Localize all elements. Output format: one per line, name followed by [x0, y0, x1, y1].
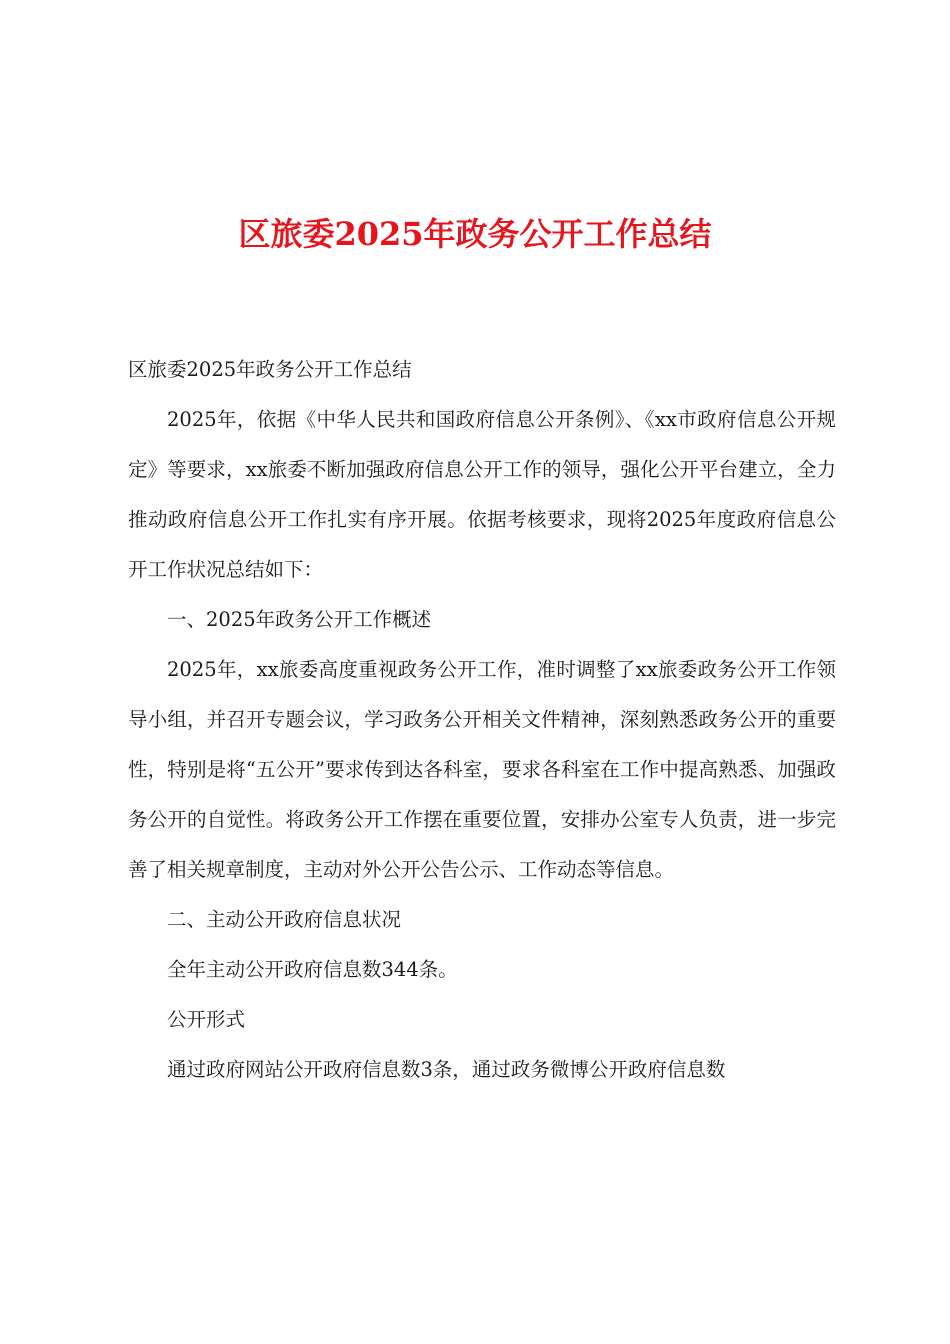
paragraph-intro: 2025年，依据《中华人民共和国政府信息公开条例》、《xx市政府信息公开规定》等要求，xx旅委不断加强政府信息公开工作的领导，强化公开平台建立，全力推动政府信息公开工作扎实有序开展。依据考核要求，现将2025年度政府信息公开工作状况总结如下：: [128, 408, 836, 581]
paragraph-heading-repeat: 区旅委2025年政务公开工作总结: [128, 358, 412, 381]
document-body: [128, 345, 836, 1095]
section-heading-active-disclosure: 二、主动公开政府信息状况: [167, 908, 402, 931]
document-title: 区旅委2025年政务公开工作总结: [238, 215, 712, 253]
subheading-disclosure-form: 公开形式: [167, 1008, 246, 1031]
paragraph-disclosure-channels: 通过政府网站公开政府信息数3条，通过政务微博公开政府信息数: [167, 1058, 726, 1081]
paragraph-disclosure-count: 全年主动公开政府信息数344条。: [167, 958, 458, 981]
section-heading-overview: 一、2025年政务公开工作概述: [167, 608, 432, 631]
paragraph-overview: 2025年，xx旅委高度重视政务公开工作，准时调整了xx旅委政务公开工作领导小组，并召开专题会议，学习政务公开相关文件精神，深刻熟悉政务公开的重要性，特别是将“五公开”要求传到达各科室，要求各科室在工作中提高熟悉、加强政务公开的自觉性。将政务公开工作摆在重要位置，安排办公室专人负责，进一步完善了相关规章制度，主动对外公开公告公示、工作动态等信息。: [128, 658, 836, 881]
